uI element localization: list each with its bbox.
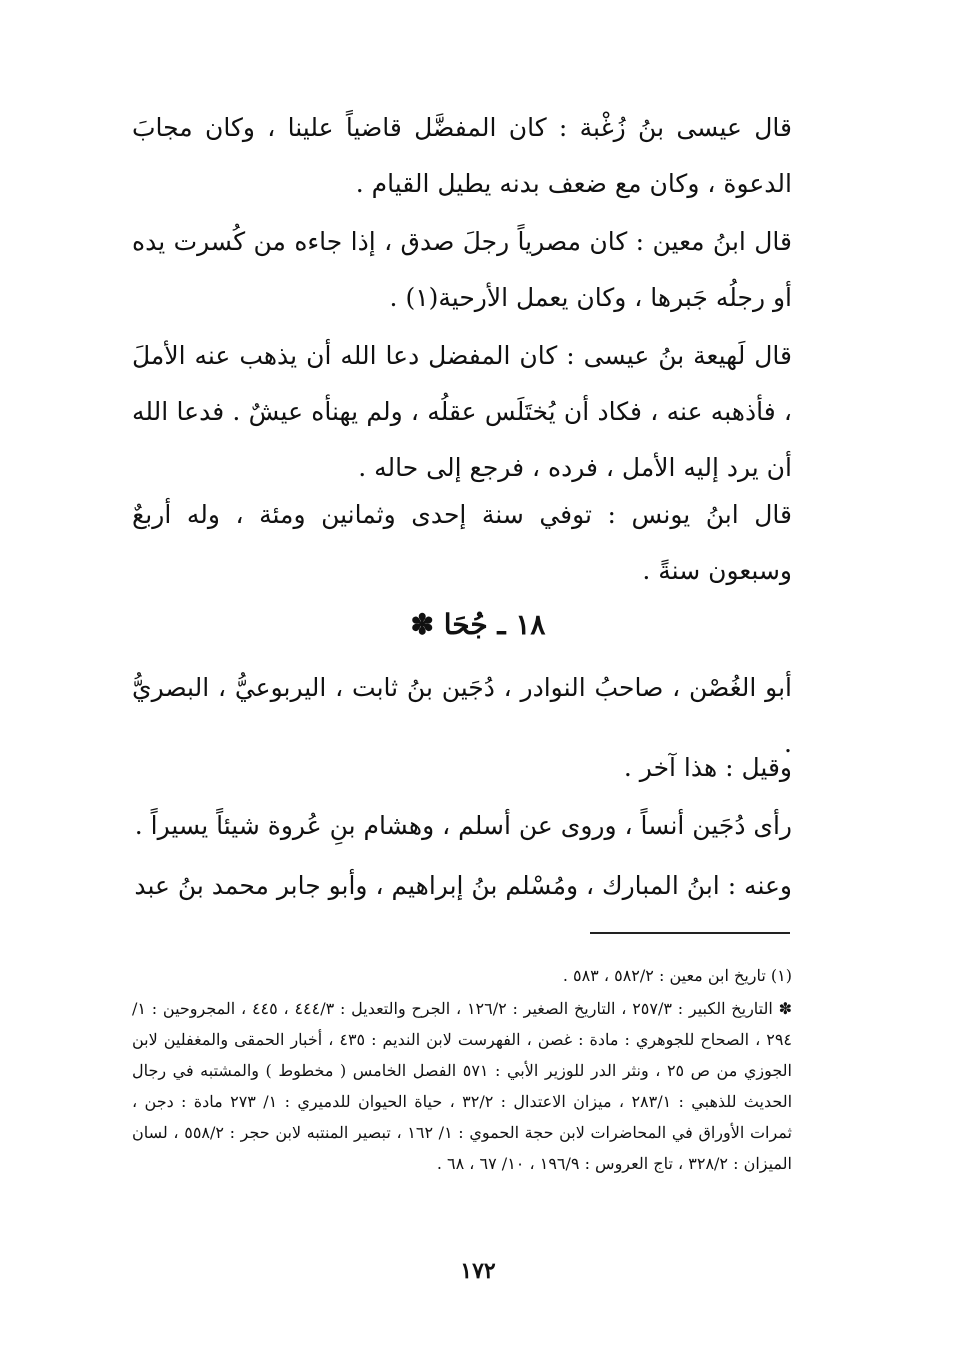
footnote-1: (١) تاريخ ابن معين : ٥٨٢/٢ ، ٥٨٣ . (562, 966, 792, 985)
footnotes (132, 960, 792, 1179)
paragraph-raa-dujain: رأى دُجَين أنساً ، وروى عن أسلم ، وهشام بنِ عُروة شيئاً يسيراً . (134, 811, 792, 840)
paragraph-ibn-maeen: قال ابنُ معين : كان مصرياً رجلَ صدق ، إذا جاءه من كُسرت يده أو رجلُه جَبرها ، وكان يعمل الأرحية(١) . (132, 227, 792, 312)
paragraph-qila: وقيل : هذا آخر . (623, 753, 792, 782)
section-heading: ١٨ ـ جُحَا ✽ (410, 608, 546, 641)
paragraph-wa-anhu: وعنه : ابنُ المبارك ، ومُسْلم بنُ إبراهيم ، وأبو جابر محمد بنُ عبد (134, 871, 792, 900)
paragraph-ibn-yunus: قال ابنُ يونس : توفي سنة إحدى وثمانين ومئة ، وله أربعٌ وسبعون سنةً . (132, 500, 792, 585)
paragraph-abu-al-ghusn: أبو الغُصْن ، صاحبُ النوادر ، دُجَين بنُ ثابت ، اليربوعيُّ ، البصريُّ . (132, 673, 792, 758)
paragraph-lahia-ibn-isa: قال لَهيعة بنُ عيسى : كان المفضل دعا الله أن يذهب عنه الأملَ ، فأذهبه عنه ، فكاد أن يُختَلَس عقلُه ، ولم يهنأه عيشٌ . فدعا الله أن يرد إليه الأمل ، فرده ، فرجع إلى حاله . (132, 341, 792, 482)
paragraph-isa-ibn-zughba: قال عيسى بنُ زُغْبة : كان المفضَّل قاضياً علينا ، وكان مجابَ الدعوة ، وكان مع ضعف بدنه يطيل القيام . (132, 113, 792, 198)
page-number: ١٧٢ (460, 1258, 496, 1284)
footnote-divider (590, 932, 790, 934)
footnote-star: ✽ التاريخ الكبير : ٢٥٧/٣ ، التاريخ الصغير : ١٢٦/٢ ، الجرح والتعديل : ٤٤٤/٣ ، ٤٤٥ ، المجروحين : ١/ ٢٩٤ ، الصحاح للجوهري : مادة : غصن ، الفهرست لابن النديم : ٤٣٥ ، أخبار الحمقى والمغفلين لابن الجوزي من ص ٢٥ ، ونثر الدر للوزير الأبي : ٥٧١ الفصل الخامس ( مخطوط ) والمشتبه في رجال الحديث للذهبي : ٢٨٣/١ ، ميزان الاعتدال : ٣٢/٢ ، حياة الحيوان للدميري : ١/ ٢٧٣ مادة : دجن ، ثمرات الأوراق في المحاضرات لابن حجة الحموي : ١/ ١٦٢ ، تبصير المنتبه لابن حجر : ٥٥٨/٢ ، لسان الميزان : ٣٢٨/٢ ، تاج العروس : ١٩٦/٩ ، ١٠/ ٦٧ ، ٦٨ . (132, 999, 793, 1173)
